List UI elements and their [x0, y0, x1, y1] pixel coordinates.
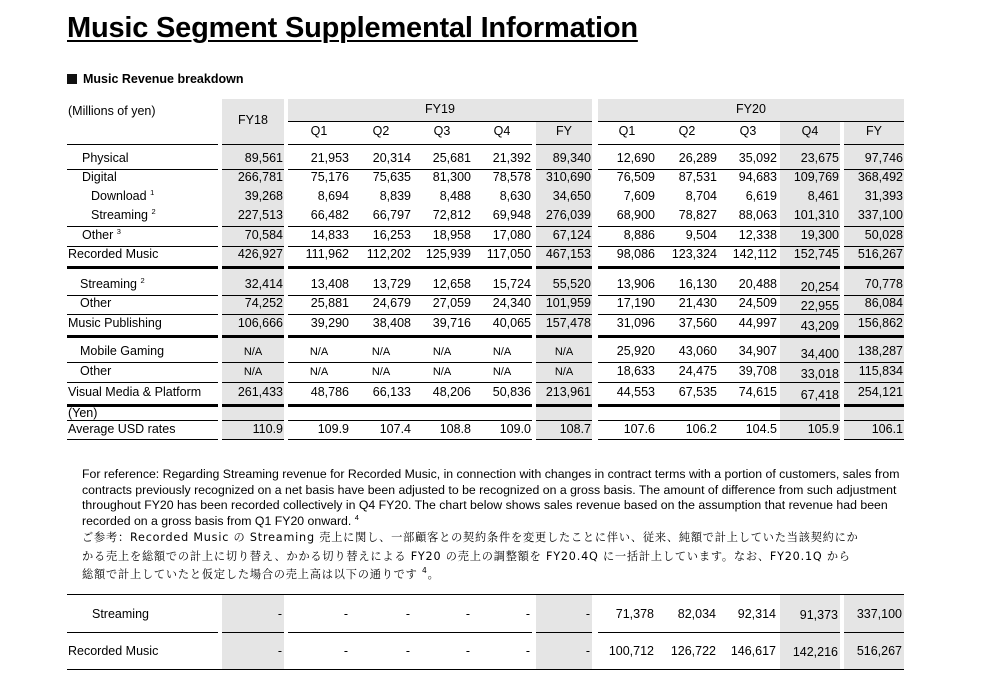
- value-cell: 20,488: [738, 277, 777, 291]
- rule-line: [67, 382, 218, 383]
- value-cell: -: [465, 607, 470, 621]
- rule-line: [598, 382, 840, 383]
- value-cell: 67,535: [678, 385, 717, 399]
- value-cell: -: [343, 644, 348, 658]
- row-label: [68, 385, 201, 400]
- yen-label: (Yen): [68, 406, 98, 420]
- value-cell: N/A: [492, 366, 512, 378]
- rule-line: [598, 144, 840, 145]
- value-cell: N/A: [492, 346, 512, 358]
- rule-line: [222, 632, 284, 633]
- value-cell: 254,121: [857, 385, 903, 399]
- row-label: [91, 189, 154, 204]
- value-cell: 50,028: [864, 228, 903, 242]
- value-cell: 18,958: [432, 228, 471, 242]
- row-label: [80, 296, 111, 311]
- value-cell: 101,310: [793, 208, 839, 222]
- value-cell: 516,267: [856, 644, 902, 658]
- rule-line: [844, 266, 904, 269]
- usd-label: Average USD rates: [68, 422, 176, 436]
- footnote-ref: 4: [354, 512, 359, 522]
- note-japanese-line-1: ご参考：Recorded Music の Streaming 売上に関し、一部顧客との契約条件を変更したことに伴い、従来、純額で計上していた当該契約にか: [82, 531, 859, 544]
- value-cell: 50,836: [492, 385, 531, 399]
- rule-line: [536, 335, 592, 338]
- value-cell: 27,059: [432, 296, 471, 310]
- value-cell: 310,690: [545, 170, 591, 184]
- footnote-ref: 2: [151, 207, 156, 216]
- value-cell: 8,704: [685, 189, 717, 203]
- value-cell: -: [343, 607, 348, 621]
- value-cell: 31,393: [864, 189, 903, 203]
- value-cell: N/A: [243, 366, 263, 378]
- value-cell: 115,834: [858, 364, 903, 378]
- unit-label: (Millions of yen): [68, 104, 156, 118]
- value-cell: 23,675: [800, 151, 839, 165]
- rule-line: [67, 266, 218, 269]
- rule-line: [536, 266, 592, 269]
- row-label-text: Other: [80, 296, 112, 310]
- value-cell: 100,712: [608, 644, 654, 658]
- value-cell: 78,578: [492, 170, 531, 184]
- value-cell: 94,683: [738, 170, 777, 184]
- row-label-text: Digital: [82, 170, 117, 184]
- rule-line: [288, 362, 532, 363]
- value-cell: 157,478: [545, 316, 591, 330]
- rule-line: [67, 439, 218, 440]
- value-cell: 34,400: [800, 347, 839, 361]
- value-cell: 86,084: [864, 296, 903, 310]
- rule-line: [844, 335, 904, 338]
- value-cell: N/A: [371, 346, 391, 358]
- value-cell: 106,666: [237, 316, 283, 330]
- value-cell: 39,268: [244, 189, 283, 203]
- value-cell: 16,130: [678, 277, 717, 291]
- value-cell: -: [585, 607, 590, 621]
- rule-line: [288, 404, 532, 407]
- value-cell: 17,190: [616, 296, 655, 310]
- rule-line: [844, 404, 904, 407]
- value-cell: 467,153: [545, 247, 591, 261]
- value-cell: 8,488: [439, 189, 471, 203]
- value-cell: 43,060: [678, 344, 717, 358]
- row-label: Recorded Music: [68, 644, 159, 658]
- value-cell: 89,561: [244, 151, 283, 165]
- value-cell: 68,900: [616, 208, 655, 222]
- row-label: [82, 151, 129, 166]
- rule-line: [598, 266, 840, 269]
- usd-value: 106.1: [871, 422, 903, 436]
- value-cell: 22,955: [800, 299, 839, 313]
- value-cell: 87,531: [678, 170, 717, 184]
- value-cell: 13,729: [372, 277, 411, 291]
- value-cell: 15,724: [492, 277, 531, 291]
- rule-line: [598, 404, 840, 407]
- rule-line: [288, 335, 532, 338]
- value-cell: 276,039: [545, 208, 591, 222]
- rule-line: [598, 335, 840, 338]
- rule-line: [222, 144, 284, 145]
- row-label-text: Mobile Gaming: [80, 344, 165, 358]
- value-cell: 24,475: [678, 364, 717, 378]
- value-cell: 25,920: [616, 344, 655, 358]
- value-cell: 516,267: [857, 247, 903, 261]
- rule-line: [598, 632, 840, 633]
- value-cell: 78,827: [678, 208, 717, 222]
- usd-value: 105.9: [807, 422, 839, 436]
- usd-value: 108.8: [439, 422, 471, 436]
- value-cell: 12,338: [738, 228, 777, 242]
- column-header: Q3: [739, 124, 757, 138]
- value-cell: 111,962: [305, 247, 349, 261]
- value-cell: 33,018: [800, 367, 839, 381]
- value-cell: 152,745: [793, 247, 839, 261]
- value-cell: 82,034: [677, 607, 716, 621]
- value-cell: 6,619: [745, 189, 777, 203]
- row-label-text: Streaming: [91, 208, 148, 222]
- value-cell: -: [405, 607, 410, 621]
- value-cell: 39,716: [432, 316, 471, 330]
- rule-line: [222, 404, 284, 407]
- value-cell: 17,080: [492, 228, 531, 242]
- value-cell: 74,615: [738, 385, 777, 399]
- value-cell: 9,504: [685, 228, 717, 242]
- square-bullet-icon: [67, 74, 77, 84]
- value-cell: N/A: [309, 346, 329, 358]
- value-cell: 92,314: [737, 607, 776, 621]
- row-label-text: Visual Media & Platform: [68, 385, 202, 399]
- value-cell: 66,797: [372, 208, 411, 222]
- value-cell: N/A: [371, 366, 391, 378]
- rule-line: [844, 382, 904, 383]
- value-cell: N/A: [243, 346, 263, 358]
- usd-value: 104.5: [745, 422, 777, 436]
- usd-value: 110.9: [252, 422, 283, 436]
- column-header: Q1: [618, 124, 636, 138]
- value-cell: 39,708: [738, 364, 777, 378]
- value-cell: 8,839: [379, 189, 411, 203]
- value-cell: 25,681: [432, 151, 471, 165]
- column-header: FY: [556, 124, 572, 138]
- value-cell: 71,378: [615, 607, 654, 621]
- rule-line: [536, 632, 592, 633]
- value-cell: 75,635: [372, 170, 411, 184]
- value-cell: 39,290: [310, 316, 349, 330]
- value-cell: 48,206: [432, 385, 471, 399]
- footnote-ref: 2: [140, 276, 145, 285]
- value-cell: 43,209: [800, 319, 839, 333]
- value-cell: 8,461: [807, 189, 839, 203]
- reference-note: [82, 467, 922, 585]
- value-cell: 31,096: [616, 316, 655, 330]
- value-cell: 7,609: [623, 189, 655, 203]
- value-cell: 67,418: [800, 388, 839, 402]
- value-cell: 16,253: [372, 228, 411, 242]
- value-cell: 213,961: [545, 385, 591, 399]
- value-cell: 32,414: [244, 277, 283, 291]
- value-cell: 40,065: [492, 316, 531, 330]
- rule-line: [536, 382, 592, 383]
- rule-line: [598, 121, 904, 122]
- value-cell: 69,948: [492, 208, 531, 222]
- value-cell: 8,630: [499, 189, 531, 203]
- value-cell: 34,650: [552, 189, 591, 203]
- column-header: Q4: [493, 124, 511, 138]
- rule-line: [536, 439, 592, 440]
- value-cell: 109,769: [793, 170, 839, 184]
- rule-line: [844, 144, 904, 145]
- page-title: Music Segment Supplemental Information: [67, 12, 638, 44]
- value-cell: 88,063: [738, 208, 777, 222]
- value-cell: 48,786: [310, 385, 349, 399]
- value-cell: 74,252: [244, 296, 283, 310]
- column-header: Q1: [310, 124, 328, 138]
- value-cell: 8,694: [317, 189, 349, 203]
- value-cell: -: [585, 644, 590, 658]
- value-cell: 37,560: [678, 316, 717, 330]
- footnote-ref: 3: [116, 227, 121, 236]
- row-label: [82, 170, 117, 185]
- value-cell: -: [525, 644, 530, 658]
- rule-line: [222, 362, 284, 363]
- row-label: [91, 208, 156, 223]
- column-header: Q2: [372, 124, 390, 138]
- value-cell: 34,907: [738, 344, 777, 358]
- value-cell: 66,133: [372, 385, 411, 399]
- value-cell: 337,100: [856, 607, 902, 621]
- row-label-text: Other: [82, 228, 114, 242]
- note-japanese-line-3: 総額で計上していたと仮定した場合の売上高は以下の通りです $^4$。: [82, 566, 440, 581]
- value-cell: 14,833: [310, 228, 349, 242]
- value-cell: N/A: [309, 366, 329, 378]
- value-cell: 20,314: [372, 151, 411, 165]
- value-cell: 91,373: [799, 608, 838, 622]
- value-cell: 125,939: [425, 247, 471, 261]
- rule-line: [222, 266, 284, 269]
- value-cell: 24,509: [738, 296, 777, 310]
- value-cell: 76,509: [616, 170, 655, 184]
- rule-line: [67, 594, 904, 595]
- value-cell: 13,408: [310, 277, 349, 291]
- value-cell: 38,408: [372, 316, 411, 330]
- rule-line: [222, 382, 284, 383]
- value-cell: N/A: [432, 346, 452, 358]
- rule-line: [536, 404, 592, 407]
- value-cell: 44,997: [738, 316, 777, 330]
- value-cell: 12,690: [616, 151, 655, 165]
- row-label: [82, 228, 121, 243]
- value-cell: 75,176: [310, 170, 349, 184]
- rule-line: [536, 362, 592, 363]
- row-label-text: Physical: [82, 151, 129, 165]
- value-cell: 44,553: [616, 385, 655, 399]
- rule-line: [844, 439, 904, 440]
- value-cell: 13,906: [616, 277, 655, 291]
- row-label-text: Recorded Music: [68, 247, 159, 261]
- value-cell: 55,520: [552, 277, 591, 291]
- value-cell: 24,340: [492, 296, 531, 310]
- usd-value: 109.0: [499, 422, 531, 436]
- column-header: FY: [866, 124, 882, 138]
- value-cell: 70,778: [864, 277, 903, 291]
- value-cell: 21,953: [310, 151, 349, 165]
- value-cell: 26,289: [678, 151, 717, 165]
- usd-value: 109.9: [317, 422, 349, 436]
- rule-line: [222, 335, 284, 338]
- rule-line: [67, 335, 218, 338]
- value-cell: 117,050: [486, 247, 531, 261]
- usd-value: 107.4: [379, 422, 411, 436]
- value-cell: 20,254: [800, 280, 839, 294]
- value-cell: N/A: [554, 346, 574, 358]
- rule-line: [288, 266, 532, 269]
- footnote-ref: 1: [150, 188, 155, 197]
- note-english: For reference: Regarding Streaming revenue for Recorded Music, in connection with changes in contract terms with a portion of customers, sales from contracts previously recognized on a net basis have been adjusted to be recognized on a gross basis. The amount of difference from such adjustment throughout FY20 has been recorded collectively in Q4 FY20. The chart below shows sales revenue based on the assumption that revenue had been recorded on a gross basis from Q1 FY20 onward. $^4$: [82, 467, 900, 528]
- value-cell: 261,433: [237, 385, 283, 399]
- value-cell: 112,202: [366, 247, 411, 261]
- value-cell: 337,100: [857, 208, 903, 222]
- value-cell: 97,746: [864, 151, 903, 165]
- value-cell: 98,086: [616, 247, 655, 261]
- row-label-text: Music Publishing: [68, 316, 162, 330]
- value-cell: N/A: [554, 366, 574, 378]
- value-cell: N/A: [432, 366, 452, 378]
- section-heading-text: Music Revenue breakdown: [83, 72, 244, 86]
- row-label: [68, 247, 158, 262]
- usd-value: 106.2: [685, 422, 717, 436]
- row-label-text: Other: [80, 364, 112, 378]
- value-cell: 19,300: [800, 228, 839, 242]
- row-label: [80, 364, 111, 379]
- value-cell: 368,492: [857, 170, 903, 184]
- value-cell: 142,112: [732, 247, 777, 261]
- rule-line: [288, 632, 532, 633]
- row-label-text: Streaming: [80, 277, 137, 291]
- value-cell: 72,812: [432, 208, 471, 222]
- value-cell: 66,482: [310, 208, 349, 222]
- value-cell: 25,881: [310, 296, 349, 310]
- value-cell: 21,392: [492, 151, 531, 165]
- row-label: [80, 344, 164, 359]
- usd-value: 108.7: [559, 422, 591, 436]
- value-cell: 70,584: [244, 228, 283, 242]
- fy18-header: FY18: [238, 113, 268, 127]
- rule-line: [536, 144, 592, 145]
- column-header: Q4: [801, 124, 819, 138]
- value-cell: -: [277, 607, 282, 621]
- value-cell: 101,959: [545, 296, 591, 310]
- footnote-ref: 4: [422, 566, 428, 575]
- value-cell: 18,633: [616, 364, 655, 378]
- value-cell: 426,927: [237, 247, 283, 261]
- value-cell: 12,658: [432, 277, 471, 291]
- value-cell: 8,886: [623, 228, 655, 242]
- value-cell: 81,300: [432, 170, 471, 184]
- rule-line: [222, 439, 284, 440]
- row-label: Streaming: [92, 607, 149, 621]
- value-cell: 24,679: [372, 296, 411, 310]
- fy20-header: FY20: [736, 102, 766, 116]
- rule-line: [67, 669, 904, 670]
- row-label: [68, 316, 162, 331]
- rule-line: [67, 144, 218, 145]
- section-heading: [67, 72, 243, 86]
- rule-line: [288, 144, 532, 145]
- value-cell: 21,430: [678, 296, 717, 310]
- rule-line: [844, 632, 904, 633]
- value-cell: -: [405, 644, 410, 658]
- row-label-text: Download: [91, 189, 147, 203]
- value-cell: 266,781: [237, 170, 283, 184]
- value-cell: 67,124: [552, 228, 591, 242]
- rule-line: [288, 121, 592, 122]
- column-header: Q3: [433, 124, 451, 138]
- value-cell: -: [525, 607, 530, 621]
- rule-line: [288, 439, 532, 440]
- value-cell: 138,287: [857, 344, 903, 358]
- value-cell: 142,216: [792, 645, 838, 659]
- value-cell: 146,617: [730, 644, 776, 658]
- fy19-header: FY19: [425, 102, 455, 116]
- rule-line: [598, 439, 840, 440]
- value-cell: 227,513: [237, 208, 283, 222]
- rule-line: [288, 382, 532, 383]
- row-label: [80, 277, 145, 292]
- value-cell: 123,324: [671, 247, 717, 261]
- value-cell: 126,722: [670, 644, 716, 658]
- value-cell: -: [465, 644, 470, 658]
- value-cell: 35,092: [738, 151, 777, 165]
- value-cell: -: [277, 644, 282, 658]
- usd-value: 107.6: [623, 422, 655, 436]
- rule-line: [67, 632, 218, 633]
- column-header: Q2: [678, 124, 696, 138]
- value-cell: 156,862: [857, 316, 903, 330]
- note-japanese-line-2: かる売上を総額での計上に切り替え、かかる切り替えによる FY20 の売上の調整額を FY20.4Q に一括計上しています。なお、FY20.1Q から: [82, 549, 851, 563]
- value-cell: 89,340: [552, 151, 591, 165]
